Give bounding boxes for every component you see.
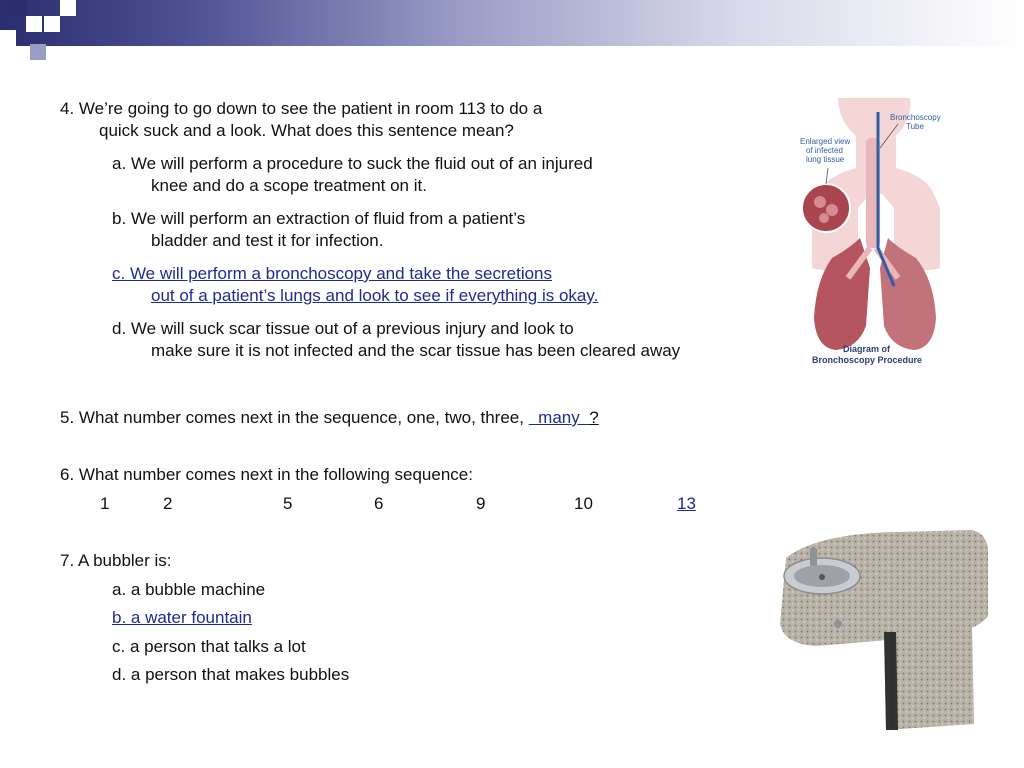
header-square [10, 0, 26, 16]
q4-option-c-line-1-answer: c. We will perform a bronchoscopy and take the secretions [112, 264, 553, 283]
diagram-caption-2: Bronchoscopy Procedure [812, 355, 923, 365]
enlarged-view-circle [802, 184, 850, 232]
q5-end: ? [589, 408, 599, 427]
diagram-caption-1: Diagram of [843, 344, 891, 354]
q6-answer: 13 [677, 494, 696, 513]
fountain-drain [819, 574, 825, 580]
q6-number: 9 [476, 494, 486, 513]
alveoli-shape [814, 196, 826, 208]
q7-option-c: c. a person that talks a lot [112, 637, 306, 656]
q6-number: 10 [574, 494, 593, 513]
q4-option-d-line-2: make sure it is not infected and the scar tissue has been cleared away [151, 341, 681, 360]
q6-number: 5 [283, 494, 293, 513]
q6-text: 6. What number comes next in the following sequence: [60, 465, 473, 484]
label-bronchoscopy: Bronchoscopy [890, 113, 941, 122]
q5-text: 5. What number comes next in the sequence, one, two, three, [60, 408, 524, 427]
q4-option-d-line-1: d. We will suck scar tissue out of a previous injury and look to [112, 319, 574, 338]
header-square [44, 16, 60, 32]
q4-option-a-line-2: knee and do a scope treatment on it. [151, 176, 427, 195]
q4-option-b-line-2: bladder and test it for infection. [151, 231, 384, 250]
fountain-spout [810, 548, 817, 566]
header-gradient-bar [0, 0, 1024, 46]
alveoli-shape [819, 213, 829, 223]
label-tube: Tube [906, 122, 924, 131]
bronchoscopy-diagram-svg [798, 98, 948, 368]
q4-option-c-line-2-answer: out of a patient’s lungs and look to see if everything is okay. [151, 286, 599, 305]
fountain-pedestal-shadow [884, 632, 898, 730]
q5-line [60, 408, 599, 428]
bronchoscopy-diagram [798, 98, 948, 368]
q4-line-2: quick suck and a look. What does this sentence mean? [99, 121, 514, 140]
q6-number: 1 [100, 494, 110, 513]
q7-text: 7. A bubbler is: [60, 551, 172, 570]
q6-number: 6 [374, 494, 384, 513]
q4-option-a-line-1: a. We will perform a procedure to suck the fluid out of an injured [112, 154, 593, 173]
label-of-infected: of infected [806, 146, 843, 155]
header-square [0, 30, 16, 46]
header-square [26, 16, 42, 32]
q7-option-d: d. a person that makes bubbles [112, 665, 350, 684]
q6-number: 2 [163, 494, 173, 513]
q5-answer: many [528, 408, 590, 427]
water-fountain-svg [776, 528, 992, 733]
label-lung-tissue: lung tissue [806, 155, 845, 164]
q4-option-b-line-1: b. We will perform an extraction of fluid from a patient’s [112, 209, 526, 228]
q7-option-b-answer: b. a water fountain [112, 608, 252, 627]
q4-line-1: 4. We’re going to go down to see the patient in room 113 to do a [60, 99, 543, 118]
water-fountain-image [776, 528, 992, 733]
q7-option-a: a. a bubble machine [112, 580, 266, 599]
label-enlarged-view: Enlarged view [800, 137, 851, 146]
header-square [60, 0, 76, 16]
header-square [30, 44, 46, 60]
fountain-push-button [834, 620, 842, 628]
alveoli-shape [826, 204, 838, 216]
